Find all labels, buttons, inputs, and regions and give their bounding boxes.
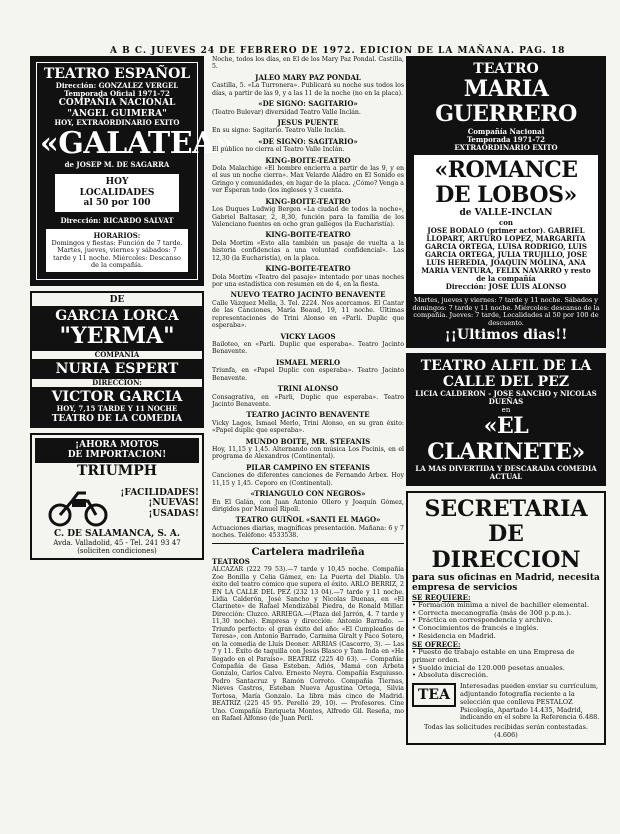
listing-text: Dola Malachige «El hombre encierra a partir de las 9, y en el sus un noche cierra». Max Velarde Aladro en El Sonido es Gringo y comunidades, en lugar de la placa. ¿Cómo? Venga a ver Esperan todo (los ingleses y 3 cuenta. — [212, 165, 404, 195]
listing-title: KING-BOITE-TEATRO — [265, 230, 351, 240]
listing-entry — [212, 100, 404, 116]
guerrero-c3: EXTRAORDINARIO EXITO — [454, 142, 558, 152]
listing-entry — [212, 138, 404, 154]
offer-item — [412, 649, 600, 665]
guerrero-c2: Temporada 1971-72 — [466, 134, 546, 144]
secretaria-requirements — [412, 602, 600, 641]
guerrero-p3: de VALLE-INCLAN — [459, 208, 553, 219]
offer-item-text: Puesto de trabajo estable en una Empresa de primer orden. — [412, 647, 575, 664]
guerrero-last: ¡¡Ultimos dias!! — [444, 327, 568, 344]
espanol-today: HOY, EXTRAORDINARIO EXITO — [54, 117, 180, 127]
guerrero-cast: JOSE BODALO (primer actor). GABRIEL LLOPART, ARTURO LOPEZ, MARGARITA GARCIA ORTEGA, LUISA RODRIGO, LUIS GARCIA ORTEGA, JULIA TRUJILLO, JOSE LUIS HEREDIA, JOAQUIN MOLINA, ANA MARIA VENTURA, FELIX NAVARRO y resto de la compañía — [421, 225, 591, 284]
bullet-icon: • — [412, 647, 419, 656]
page-header — [0, 0, 620, 54]
listing-entry — [212, 490, 404, 513]
espanol-play: «GALATEA» — [40, 125, 234, 161]
listing-text: Hoy, 11,15 y 1,45. Alternando con música Los Pacinis, en el programa de Alexandros (Continental). — [212, 446, 404, 461]
guerrero-p2: DE LOBOS» — [435, 182, 577, 209]
guerrero-times: Martes, jueves y viernes: 7 tarde y 11 noche. Sábados y domingos: 7 tarde y 11 noche. Miércoles: descanso de la compañía. Jueves: 7 tarde, Localidades al 50 por 100 de descuento. — [412, 296, 600, 327]
secretaria-offers — [412, 649, 600, 680]
listing-text: Dola Mortim «Esto alla también un pasaje de vuelta a la historia confidencias a una voluntad confidencial». Las 12,30 (la Eucharistía), en la placa. — [212, 239, 404, 262]
espanol-author: de JOSEP M. DE SAGARRA — [64, 160, 170, 170]
listing-text: Canciones de diferentes canciones de Fernando Arbex. Hoy 11,15 y 1,45. Ceporo en (Continental). — [212, 472, 404, 487]
espanol-hours-box — [46, 229, 188, 273]
listing-title: VICKY LAGOS — [280, 331, 336, 341]
triumph-address: Avda. Valladolid, 45 - Tel. 241 93 47 — [53, 539, 181, 547]
listing-entry — [212, 291, 404, 329]
secretaria-req-label: SE REQUIERE: — [412, 592, 471, 602]
guerrero-t1: TEATRO — [473, 61, 539, 77]
triumph-h1: ¡AHORA MOTOS — [75, 439, 159, 450]
espanol-loc3: al 50 por 100 — [83, 198, 151, 209]
alfil-cast: LICIA CALDERON - JOSE SANCHO y NICOLAS DUEÑAS — [415, 389, 597, 407]
requirement-item-text: Práctica en correspondencia y archivo. — [418, 616, 553, 625]
listing-title: KING-BOITE-TEATRO — [265, 264, 351, 274]
espanol-loc2: LOCALIDADES — [79, 187, 155, 198]
tea-logo: TEA — [412, 683, 456, 707]
yerma-play: "YERMA" — [59, 322, 175, 349]
yerma-director: VICTOR GARCIA — [51, 389, 183, 406]
triumph-brand: TRIUMPH — [76, 462, 158, 479]
listing-title: «DE SIGNO: SAGITARIO» — [258, 99, 358, 109]
espanol-season: Temporada Oficial 1971-72 — [64, 89, 170, 99]
cartelera-section: TEATROS — [212, 557, 250, 567]
listing-title: JESUS PUENTE — [277, 117, 339, 127]
listing-text: Castilla, 5. «La Turronera». Publicará su noche sus todos los días, a partir de las 9, y a las 11 de la noche (no en la placa). — [212, 82, 404, 97]
listing-title: MUNDO BOITE, MR. STEFANIS — [245, 436, 371, 446]
bullet-icon: • — [412, 600, 419, 609]
secretaria-note: Todas las solicitudes recibidas serán contestadas. (4.606) — [423, 723, 589, 739]
listing-entry — [212, 385, 404, 408]
ad-yerma — [30, 291, 204, 427]
guerrero-play-box — [414, 155, 598, 294]
listing-title: TEATRO GUIÑOL «SANTI EL MAGO» — [235, 515, 381, 525]
secretaria-t1: SECRETARIA — [424, 496, 588, 523]
ad-triumph — [30, 433, 204, 560]
listing-entry — [212, 438, 404, 461]
listings — [212, 56, 404, 540]
bullet-icon: • — [412, 671, 419, 680]
cartelera-text: ALCAZAR (222 79 53).—7 tarde y 10,45 noche. Compañía Zoe Bonilla y Celia Gámez, en: La Puerta del Diablo. Un éxito del teatro cómico que supera el éxito. ARLO BERRIZ, 2 EN LA CALLE DEL PEZ (232 13 04).—7 tarde y 11 noche. Lidia Calderón, José Sancho y Nicolas Duenas, en «El Clarinete» de Rafael Mendizábal Piedra, de Ronald Millar. Dirección: Cluzco. ARRIEGA.—(Plaza del Jarrón, 4. 7 tarde y 11,30 noche). Empresa y dirección: Antonio Barrado. — Triunfo perfecto: el gran éxito del año: «El Cumpleaños de Teresa», con Antonio Barrado, Carmina Giralt y Paco Sotero, en la comedia de Lluís Deoner. ARRIAS (Cascorro, 3). — Las 7 y 11. Éxito de taquilla con Jesús Blasco y Tam Inda en «Ha llegado en el Paraíso». BEATRIZ (225 40 63). — Compañía: Compañía de Gasa Esteban. Adiós, Mamá con Arbeta Gonzalo, Carlos Calvo. Ernesto Neyra. Compañía Esquiusso. Pedro Santacruz y Ramón Corroto. Compañía Tiernas, Nieves Castros, Esteban Nueva Agustina Ortega, Silvia Tortosa, María Gonzalo. La libra más cinco de Madrid. BEATRIZ (225 45 95. Perelló 29, 10). — Profesores. Cine Uno. Compañía Enriqueta Montes, Alfredo Gil. Reseña, mo en Rafael Alfonso (de Juan Peril. — [212, 566, 404, 722]
guerrero-t2: MARIA GUERRERO — [435, 76, 577, 128]
espanol-dir: Dirección: GONZALEZ VERGEL — [55, 81, 179, 91]
bullet-icon: • — [412, 616, 419, 625]
triumph-l2: ¡NUEVAS! — [148, 498, 199, 509]
listing-text: Actuaciones diarias, magníficas presentación. Mañana: 6 y 7 noches. Teléfono: 4533538. — [212, 524, 404, 540]
ad-maria-guerrero — [406, 56, 606, 348]
alfil-play: «EL CLARINETE» — [427, 413, 585, 465]
espanol-loc1: HOY — [105, 177, 129, 188]
cartelera-title: Cartelera madrileña — [251, 546, 365, 558]
header-line: A B C. JUEVES 24 DE FEBRERO DE 1972. EDICION DE LA MAÑANA. PAG. 18 — [110, 46, 566, 56]
yerma-company: NURIA ESPERT — [55, 361, 179, 378]
listing-title: «TRIANGULO CON NEGROS» — [250, 489, 366, 499]
listing-text: (Teatro Bulevar) diversidad Teatro Valle Inclán. — [212, 108, 361, 116]
listing-entry — [212, 265, 404, 288]
guerrero-direction: Dirección: JOSE LUIS ALONSO — [445, 282, 567, 292]
espanol-title: TEATRO ESPAÑOL — [43, 66, 191, 82]
espanol-tickets-box — [54, 173, 180, 212]
alfil-en: en — [501, 406, 511, 415]
listing-text: El público no cierra el Teatro Valle Inclán. — [212, 146, 345, 154]
listing-entry — [212, 411, 404, 434]
ad-teatro-espanol — [30, 56, 234, 286]
listing-entry — [212, 157, 404, 195]
listing-title: NUEVO TEATRO JACINTO BENAVENTE — [230, 290, 386, 300]
listing-title: PILAR CAMPINO EN STEFANIS — [246, 462, 370, 472]
ad-secretaria — [406, 491, 606, 745]
listing-entry — [212, 359, 404, 382]
listing-text: Noche, todos los días, en El de los Mary Paz Pondal. Castilla, 5. — [212, 56, 404, 71]
middle-column — [212, 56, 404, 826]
listing-title: KING-BOITE-TEATRO — [265, 196, 351, 206]
secretaria-offer-label: SE OFRECE: — [412, 639, 461, 649]
alfil-t2: CALLE DEL PEZ — [442, 374, 570, 391]
listing-entry — [212, 516, 404, 539]
requirement-item-text: Conocimientos de francés e inglés. — [418, 624, 539, 633]
listing-entry — [212, 333, 404, 356]
listing-text: En El Galán, con Juan Antonio Ollero y Joaquín Gómez, dirigidos por Manuel Ripoll. — [212, 498, 404, 513]
yerma-de: DE — [109, 295, 125, 306]
triumph-l1: ¡FACILIDADES! — [120, 488, 199, 499]
offer-item-text: Absoluta discreción. — [418, 671, 489, 680]
listing-text: Vicky Lagos, Ismael Merlo, Trini Alonso, en su gran éxito: «Papel duplic que esperaba». — [212, 419, 404, 435]
listing-entry — [212, 119, 404, 135]
listing-text: Triunfa, en «Papel Duplic con esperaba». Teatro Jacinto Benavente. — [212, 367, 404, 382]
bullet-icon: • — [412, 624, 419, 633]
listing-title: TRINI ALONSO — [277, 384, 339, 394]
bullet-icon: • — [412, 608, 419, 617]
motorcycle-icon — [48, 481, 108, 527]
yerma-dir-label: DIRECCION: — [92, 378, 142, 388]
triumph-l3: ¡USADAS! — [148, 508, 199, 519]
secretaria-t2: DE DIRECCION — [431, 521, 581, 573]
listing-title: KING-BOITE-TEATRO — [265, 155, 351, 165]
listing-text: En su signo: Sagitario. Teatro Valle Inclán. — [212, 127, 346, 135]
listing-entry — [212, 56, 404, 71]
offer-item — [412, 672, 600, 680]
yerma-author: GARCIA LORCA — [55, 307, 179, 324]
triumph-dealer: C. DE SALAMANCA, S. A. — [53, 528, 180, 539]
listing-entry — [212, 231, 404, 262]
listing-title: «DE SIGNO: SAGITARIO» — [258, 136, 358, 146]
espanol-company: COMPAÑIA NACIONAL — [58, 98, 176, 109]
offer-item-text: Sueldo inicial de 120.000 pesetas anuales. — [418, 663, 565, 672]
listing-entry — [212, 464, 404, 487]
espanol-hours: Domingos y fiestas: Función de 7 tarde. Martes, jueves, viernes y sábados: 7 tarde y 11 noche. Miércoles: Descanso de la compañía. — [51, 238, 183, 269]
listing-entry — [212, 74, 404, 97]
left-column — [30, 56, 234, 565]
espanol-direction: Dirección: RICARDO SALVAT — [60, 215, 174, 225]
triumph-note: (soliciten condiciones) — [77, 547, 157, 556]
yerma-times: HOY, 7,15 TARDE Y 11 NOCHE — [56, 404, 178, 414]
yerma-theatre: TEATRO DE LA COMEDIA — [51, 413, 183, 424]
listing-text: Bailoteo, en «Parli. Duplic que esperaba». Teatro Jacinto Benavente. — [212, 340, 404, 356]
ad-alfil — [406, 353, 606, 486]
espanol-company-name: "ANGEL GUIMERA" — [67, 108, 167, 119]
listing-text: Consagrativa, en «Parli, Duplic que esperaba». Teatro Jacinto Benavente. — [212, 393, 404, 408]
requirement-item-text: Correcta mecanografía (más de 300 p.p.m.). — [418, 608, 571, 617]
guerrero-p1: «ROMANCE — [434, 156, 578, 183]
bullet-icon: • — [412, 663, 419, 672]
alfil-tag: LA MAS DIVERTIDA Y DESCARADA COMEDIA ACTUAL — [415, 464, 597, 482]
guerrero-c1: Compañía Nacional — [467, 126, 545, 136]
secretaria-contact: Interesadas pueden enviar su currículum, adjuntando fotografía reciente a la selección que conlleva PESTALOZ Psicología, Apartado 14.435, Madrid, indicando en el sobre la Referencia 6.488. — [459, 682, 600, 722]
listing-text: Dola Mortim «Teatro del pasaje» intentado por unas noches por una estadística con resumen en de 4, en la fiesta. — [212, 273, 404, 288]
listing-title: TEATRO JACINTO BENAVENTE — [246, 410, 370, 420]
requirement-item-text: Residencia en Madrid. — [418, 632, 496, 641]
listing-text: Los Duques Ludwig Bergen «La ciudad de todos la noche», Gabriel Baltasar, 2, 8,30, función para la familia de los Valenciano fuentes en ocho gran gallegos (la Eucharistía). — [212, 206, 404, 229]
alfil-t1: TEATRO ALFIL DE LA — [420, 358, 592, 375]
listing-title: JALEO MARY PAZ PONDAL — [255, 72, 361, 82]
listing-text: Calle Vázquez Mella, 3. Tel. 2224. Nos acercamos. El Cantar de las Canciones, María Beaud, 19, 11 noche. Últimas representaciones de Trini Alonso en «Parli. Duplic que esperaba». — [212, 299, 404, 330]
right-column — [406, 56, 606, 750]
triumph-h2: DE IMPORTACION! — [67, 450, 167, 461]
bullet-icon: • — [412, 632, 419, 641]
yerma-company-label: COMPAÑIA — [94, 350, 140, 360]
listing-title: ISMAEL MERLO — [275, 357, 341, 367]
requirement-item-text: Formación mínima a nivel de bachiller elemental. — [418, 600, 590, 609]
espanol-hours-title: HORARIOS: — [93, 230, 141, 240]
secretaria-intro: para sus oficinas en Madrid, necesita empresa de servicios — [412, 573, 600, 594]
guerrero-cast-label: con — [498, 217, 514, 227]
listing-entry — [212, 198, 404, 229]
